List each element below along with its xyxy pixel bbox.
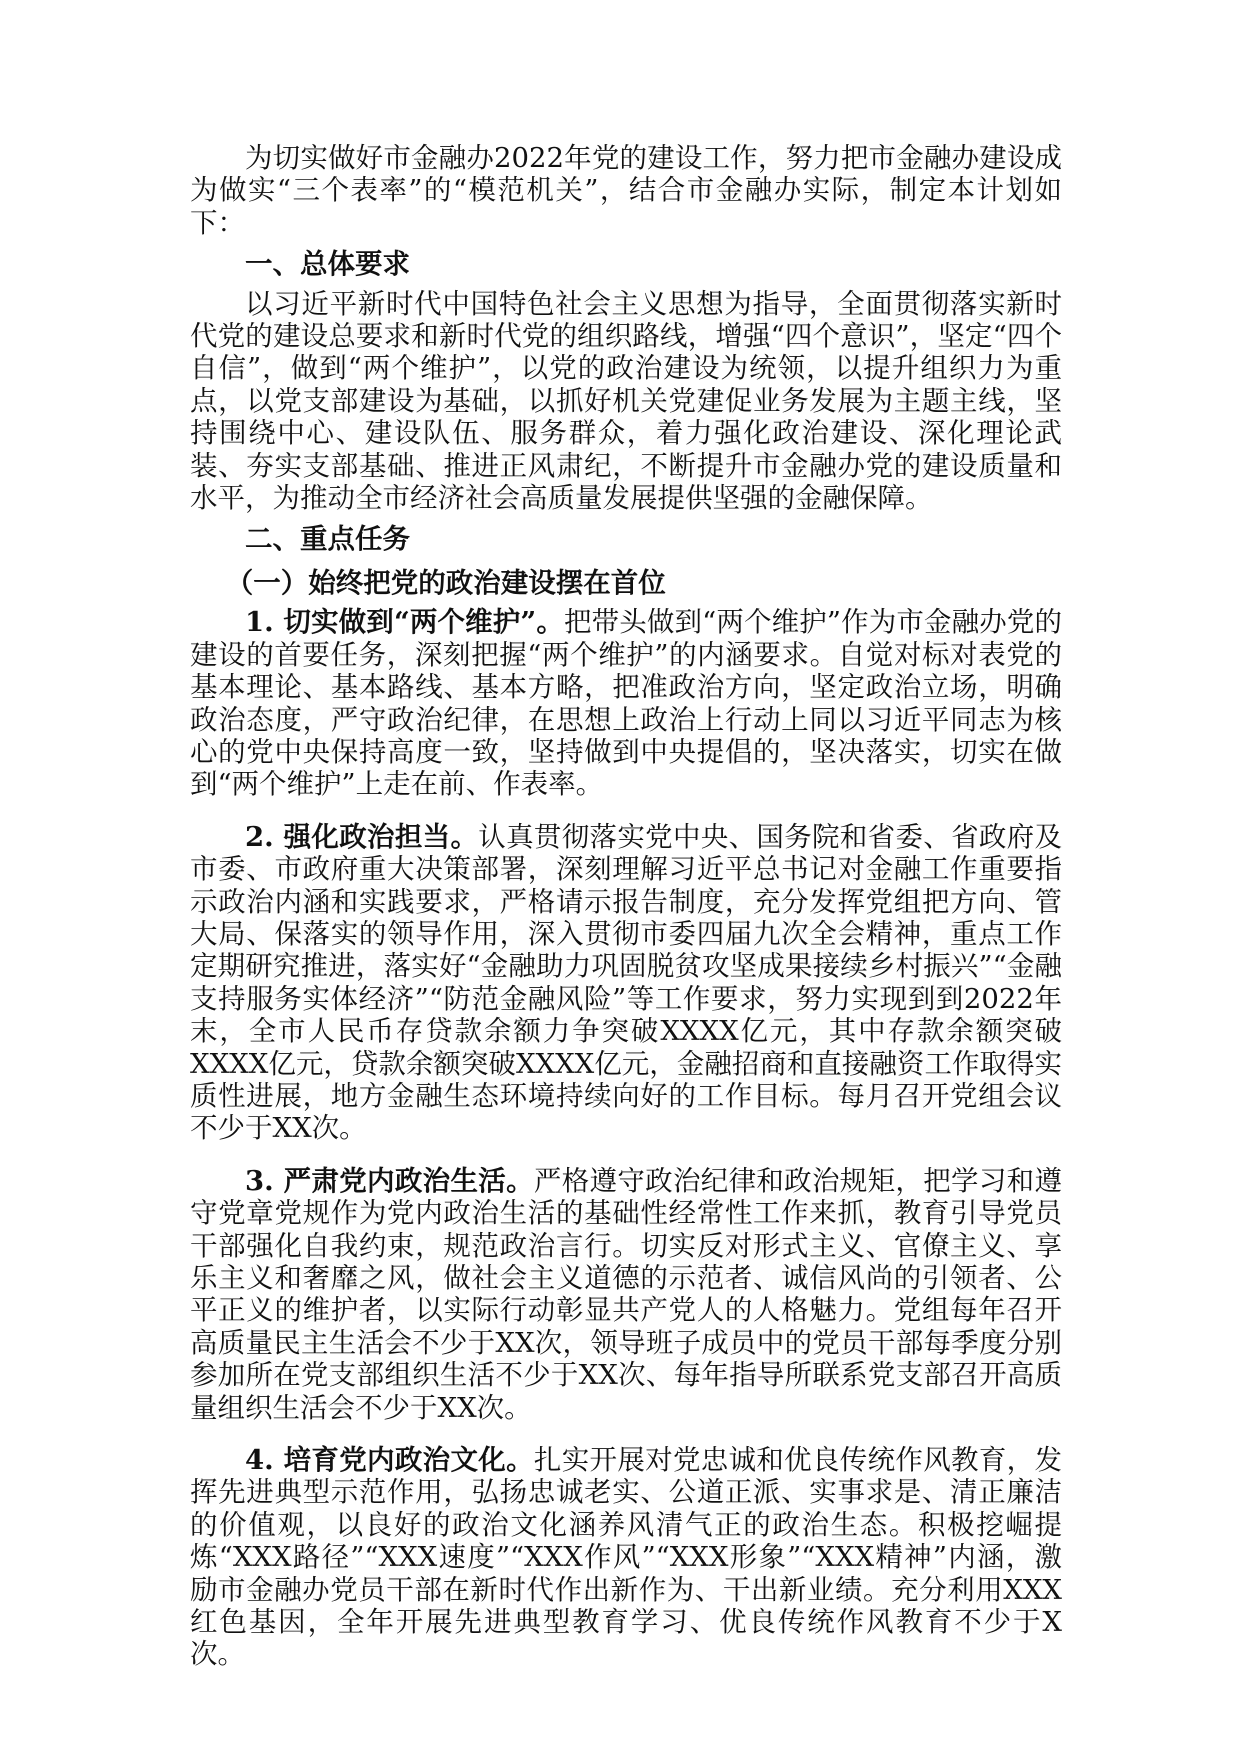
overall-requirements-paragraph: 以习近平新时代中国特色社会主义思想为指导，全面贯彻落实新时代党的建设总要求和新时代党的组织路线，增强“四个意识”，坚定“四个自信”，做到“两个维护”，以党的政治建设为统领，以提升组织力为重点，以党支部建设为基础，以抓好机关党建促业务发展为主题主线，坚持围绕中心、建设队伍、服务群众，着力强化政治建设、深化理论武装、夯实支部基础、推进正风肃纪，不断提升市金融办党的建设质量和水平，为推动全市经济社会高质量发展提供坚强的金融保障。 <box>190 287 1062 515</box>
task-item-4 <box>190 1444 1062 1671</box>
task-item-title: 3. 严肃党内政治生活。 <box>245 1164 534 1197</box>
intro-paragraph: 为切实做好市金融办2022年党的建设工作，努力把市金融办建设成为做实“三个表率”的“模范机关”，结合市金融办实际，制定本计划如下： <box>190 142 1062 239</box>
task-item-text: 把带头做到“两个维护”作为市金融办党的建设的首要任务，深刻把握“两个维护”的内涵要求。自觉对标对表党的基本理论、基本路线、基本方略，把准政治方向，坚定政治立场，明确政治态度，严守政治纪律，在思想上政治上行动上同以习近平同志为核心的党中央保持高度一致，坚持做到中央提倡的，坚决落实，切实在做到“两个维护”上走在前、作表率。 <box>190 606 1062 801</box>
task-item-text: 认真贯彻落实党中央、国务院和省委、省政府及市委、市政府重大决策部署，深刻理解习近平总书记对金融工作重要指示政治内涵和实践要求，严格请示报告制度，充分发挥党组把方向、管大局、保落实的领导作用，深入贯彻市委四届九次全会精神，重点工作定期研究推进，落实好“金融助力巩固脱贫攻坚成果接续乡村振兴”“金融支持服务实体经济”“防范金融风险”等工作要求，努力实现到到2022年末，全市人民币存贷款余额力争突破XXXX亿元，其中存款余额突破XXXX亿元，贷款余额突破XXXX亿元，金融招商和直接融资工作取得实质性进展，地方金融生态环境持续向好的工作目标。每月召开党组会议不少于XX次。 <box>190 820 1062 1145</box>
subsection-heading-political-building: （一）始终把党的政治建设摆在首位 <box>225 566 666 599</box>
task-item-title: 4. 培育党内政治文化。 <box>245 1444 534 1477</box>
task-item-text: 严格遵守政治纪律和政治规矩，把学习和遵守党章党规作为党内政治生活的基础性经常性工作来抓，教育引导党员干部强化自我约束，规范政治言行。切实反对形式主义、官僚主义、享乐主义和奢靡之风，做社会主义道德的示范者、诚信风尚的引领者、公平正义的维护者，以实际行动彰显共产党人的人格魅力。党组每年召开高质量民主生活会不少于XX次，领导班子成员中的党员干部每季度分别参加所在党支部组织生活不少于XX次、每年指导所联系党支部召开高质量组织生活会不少于XX次。 <box>190 1164 1062 1424</box>
task-item-title: 1. 切实做到“两个维护”。 <box>245 606 564 639</box>
task-item-1 <box>190 606 1062 800</box>
task-item-3 <box>190 1165 1062 1424</box>
document-page <box>190 142 1062 1671</box>
task-item-text: 扎实开展对党忠诚和优良传统作风教育，发挥先进典型示范作用，弘扬忠诚老实、公道正派、实事求是、清正廉洁的价值观，以良好的政治文化涵养风清气正的政治生态。积极挖崛提炼“XXX路径”“XXX速度”“XXX作风”“XXX形象”“XXX精神”内涵，激励市金融办党员干部在新时代作出新作为、干出新业绩。充分利用XXX红色基因，全年开展先进典型教育学习、优良传统作风教育不少于X次。 <box>190 1444 1062 1671</box>
task-item-title: 2. 强化政治担当。 <box>245 820 479 853</box>
section-heading-overall-requirements: 一、总体要求 <box>245 248 410 281</box>
section-heading-key-tasks: 二、重点任务 <box>245 523 410 556</box>
task-item-2 <box>190 821 1062 1145</box>
